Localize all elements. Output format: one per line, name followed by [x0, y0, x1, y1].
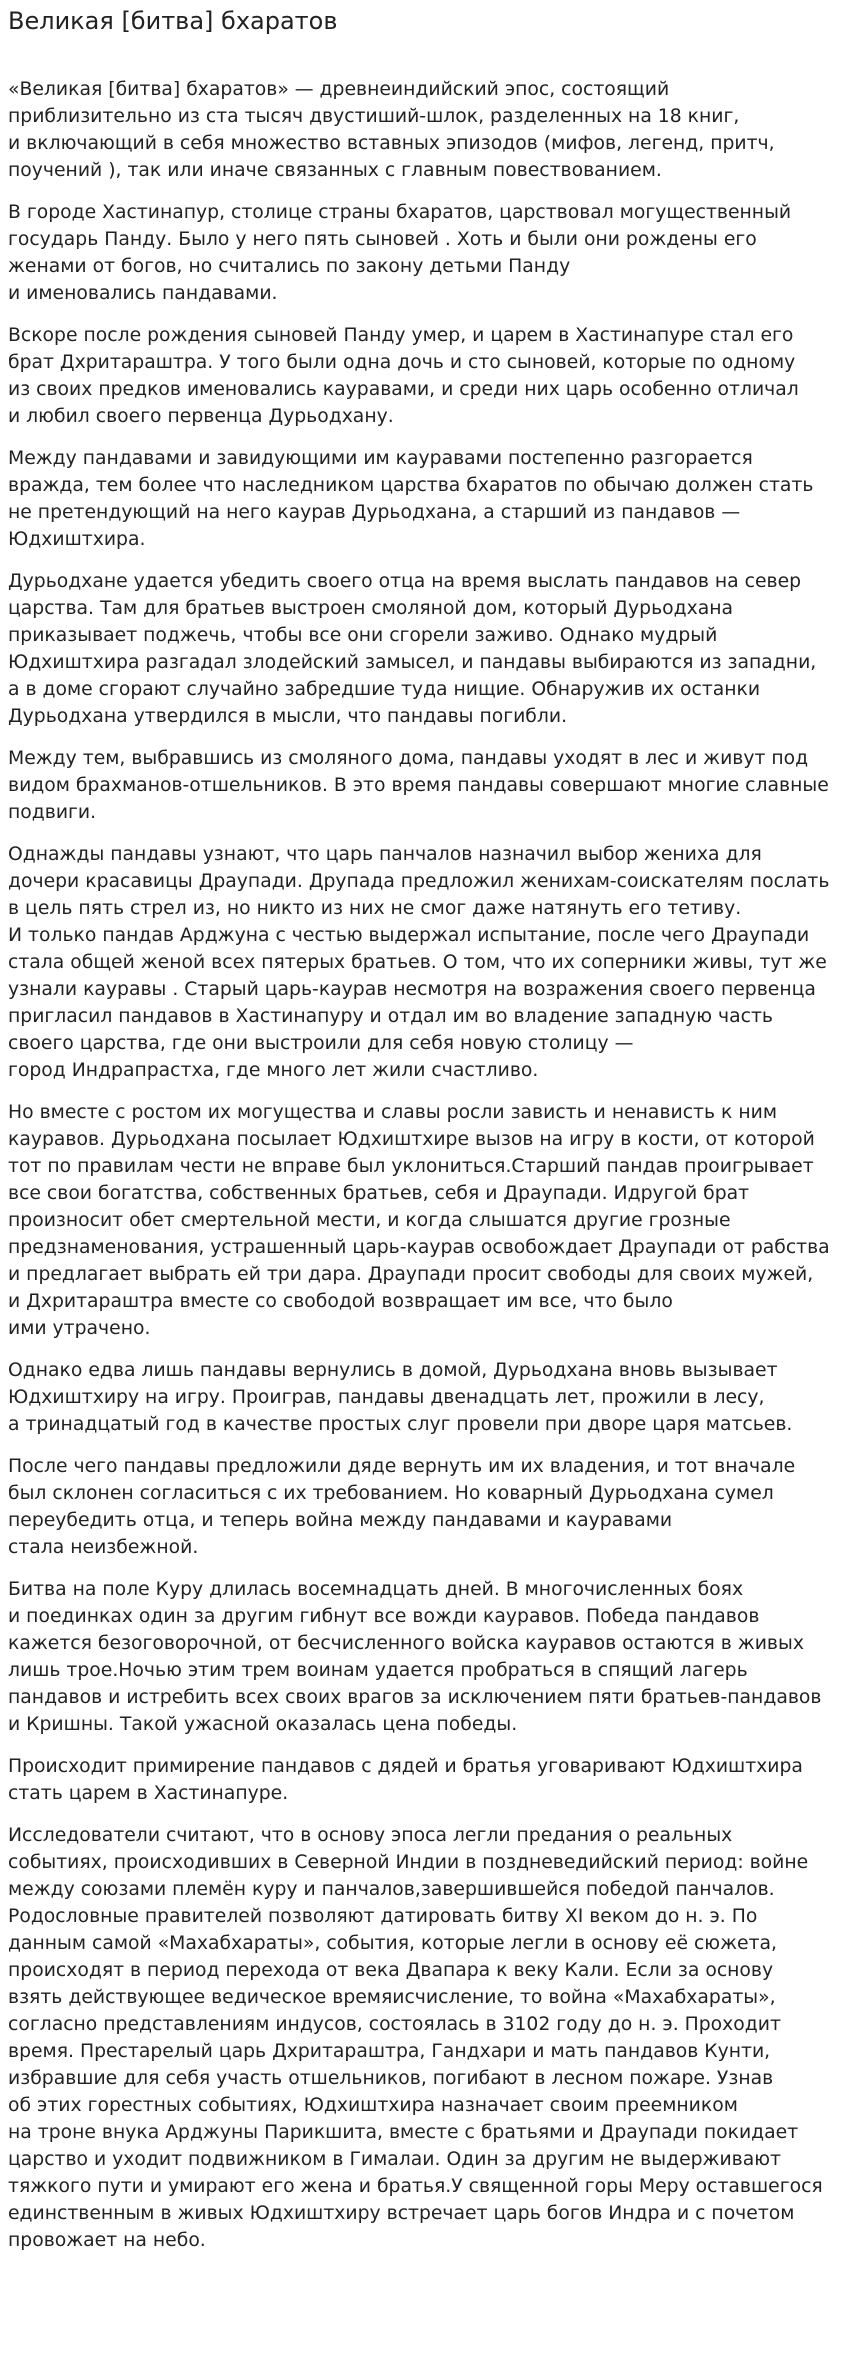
paragraph-5: Дурьодхане удается убедить своего отца на время выслать пандавов на север царства. Там для братьев выстроен смоляной дом, который Дурьодхана приказывает поджечь, чтобы все они сгорели заживо. Однако мудрый Юдхиштхира разгадал злодейский замысел, и пандавы выбираются из западни, а в доме сгорают случайно забредшие туда нищие. Обнаружив их останки Дурьодхана утвердился в мысли, что пандавы погибли. [8, 571, 817, 727]
paragraph-9: Однако едва лишь пандавы вернулись в домой, Дурьодхана вновь вызывает Юдхиштхиру на игру. Проиграв, пандавы двенадцать лет, прожили в лесу, а тринадцатый год в качестве простых слуг провели при дворе царя матсьев. [8, 1360, 793, 1435]
paragraph-2: В городе Хастинапур, столице страны бхаратов, царствовал могущественный государь Панду. Было у него пять сыновей . Хоть и были они рождены его женами от богов, но считались по закону детьми Панду и именовались пандавами. [8, 202, 792, 304]
paragraph-6: Между тем, выбравшись из смоляного дома, пандавы уходят в лес и живут под видом брахманов-отшельников. В это время пандавы совершают многие славные подвиги. [8, 748, 829, 823]
paragraph-8: Но вместе с ростом их могущества и славы росли зависть и ненависть к ним кауравов. Дурьодхана посылает Юдхиштхире вызов на игру в кости, от которой тот по правилам чести не вправе был уклониться.Старший пандав проигрывает все свои богатства, собственных братьев, себя и Драупади. Идругой брат произносит обет смертельной мести, и когда слышатся другие грозные предзнаменования, устрашенный царь-каурав освобождает Драупади от рабства и предлагает выбрать ей три дара. Драупади просит свободы для своих мужей, и Дхритараштра вместе со свободой возвращает им все, что было ими утрачено. [8, 1102, 830, 1339]
page-title: Великая [битва] бхаратов [8, 7, 338, 35]
paragraph-10: После чего пандавы предложили дяде вернуть им их владения, и тот вначале был склонен согласиться с их требованием. Но коварный Дурьодхана сумел переубедить отца, и теперь война между пандавами и кауравами стала неизбежной. [8, 1456, 796, 1558]
paragraph-3: Вскоре после рождения сыновей Панду умер, и царем в Хастинапуре стал его брат Дхритараштра. У того были одна дочь и сто сыновей, которые по одному из своих предков именовались кауравами, и среди них царь особенно отличал и любил своего первенца Дурьодхану. [8, 325, 799, 427]
paragraph-4: Между пандавами и завидующими им кауравами постепенно разгорается вражда, тем более что наследником царства бхаратов по обычаю должен стать не претендующий на него каурав Дурьодхана, а старший из пандавов — Юдхиштхира. [8, 448, 814, 550]
paragraph-7: Однажды пандавы узнают, что царь панчалов назначил выбор жениха для дочери красавицы Драупади. Друпада предложил женихам-соискателям послать в цель пять стрел из, но никто из них не смог даже натянуть его тетиву. И только пандав Арджуна с честью выдержал испытание, после чего Драупади стала общей женой всех пятерых братьев. О том, что их соперники живы, тут же узнали кауравы . Старый царь-каурав несмотря на возражения своего первенца пригласил пандавов в Хастинапуру и отдал им во владение западную часть своего царства, где они выстроили для себя новую столицу — город Индрапрастха, где много лет жили счастливо. [8, 844, 830, 1081]
paragraph-11: Битва на поле Куру длилась восемнадцать дней. В многочисленных боях и поединках один за другим гибнут все вожди кауравов. Победа пандавов кажется безоговорочной, от бесчисленного войска кауравов остаются в живых лишь трое.Ночью этим трем воинам удается пробраться в спящий лагерь пандавов и истребить всех своих врагов за исключением пяти братьев-пандавов и Кришны. Такой ужасной оказалась цена победы. [8, 1579, 822, 1735]
paragraph-1: «Великая [битва] бхаратов» — древнеиндийский эпос, состоящий приблизительно из ста тысяч двустиший-шлок, разделенных на 18 книг, и включающий в себя множество вставных эпизодов (мифов, легенд, притч, поучений ), так или иначе связанных с главным повествованием. [8, 79, 775, 181]
paragraph-13: Исследователи считают, что в основу эпоса легли предания о реальных событиях, происходивших в Северной Индии в поздневедийский период: войне между союзами племён куру и панчалов,завершившейся победой панчалов. Родословные правителей позволяют датировать битву XI веком до н. э. По данным самой «Махабхараты», события, которые легли в основу её сюжета, происходят в период перехода от века Двапара к веку Кали. Если за основу взять действующее ведическое времяисчисление, то война «Махабхараты», согласно представлениям индусов, состоялась в 3102 году до н. э. Проходит время. Престарелый царь Дхритараштра, Гандхари и мать пандавов Кунти, избравшие для себя участь отшельников, погибают в лесном пожаре. Узнав об этих горестных событиях, Юдхиштхира назначает своим преемником на троне внука Арджуны Парикшита, вместе с братьями и Драупади покидает царство и уходит подвижником в Гималаи. Один за другим не выдерживают тяжкого пути и умирают его жена и братья.У священной горы Меру оставшегося единственным в живых Юдхиштхиру встречает царь богов Индра и с почетом провожает на небо. [8, 1825, 823, 2251]
paragraph-12: Происходит примирение пандавов с дядей и братья уговаривают Юдхиштхира стать царем в Хастинапуре. [8, 1756, 803, 1804]
